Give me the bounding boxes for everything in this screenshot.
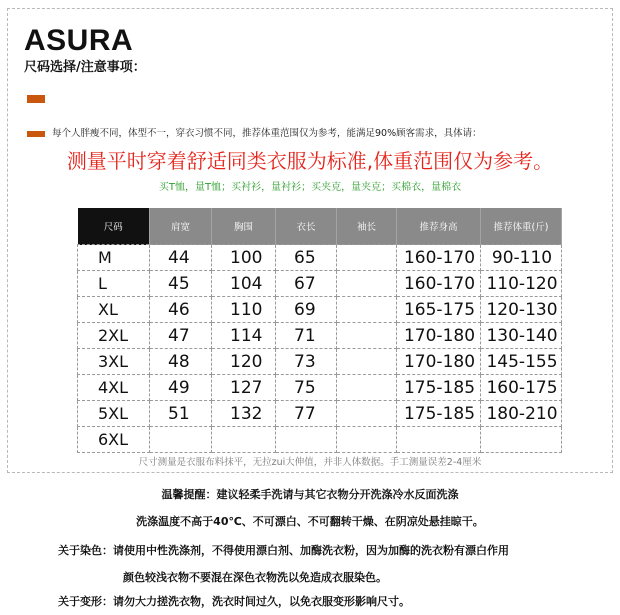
cell-size: 3XL bbox=[78, 349, 150, 375]
cell-weight: 120-130 bbox=[481, 297, 562, 323]
headline-text: 测量平时穿着舒适同类衣服为标准,体重范围仅为参考。 bbox=[66, 149, 554, 173]
cell-weight: 160-175 bbox=[481, 375, 562, 401]
header-chest: 胸围 bbox=[212, 208, 276, 245]
cell-length bbox=[276, 427, 337, 453]
wash-instructions: 洗涤温度不高于40℃、不可漂白、不可翻转干燥、在阴凉处悬挂晾干。 bbox=[136, 515, 484, 528]
cell-length: 65 bbox=[276, 245, 337, 271]
dye-note-line2: 颜色较浅衣物不要混在深色衣物洗以免造成衣服染色。 bbox=[123, 571, 387, 584]
cell-size: XL bbox=[78, 297, 150, 323]
cell-sleeve bbox=[337, 271, 397, 297]
cell-length: 75 bbox=[276, 375, 337, 401]
cell-chest: 132 bbox=[212, 401, 276, 427]
cell-length: 67 bbox=[276, 271, 337, 297]
header-weight: 推荐体重(斤) bbox=[481, 208, 562, 245]
cell-chest bbox=[212, 427, 276, 453]
cell-shoulder: 49 bbox=[150, 375, 212, 401]
cell-shoulder: 44 bbox=[150, 245, 212, 271]
cell-shoulder: 46 bbox=[150, 297, 212, 323]
cell-height: 175-185 bbox=[397, 401, 481, 427]
brand-logo-text: ASURA bbox=[24, 24, 134, 57]
cell-chest: 114 bbox=[212, 323, 276, 349]
cell-height: 170-180 bbox=[397, 323, 481, 349]
cell-height: 160-170 bbox=[397, 271, 481, 297]
cell-shoulder bbox=[150, 427, 212, 453]
cell-sleeve bbox=[337, 323, 397, 349]
header-shoulder: 肩宽 bbox=[150, 208, 212, 245]
cell-shoulder: 51 bbox=[150, 401, 212, 427]
cell-shoulder: 48 bbox=[150, 349, 212, 375]
cell-length: 71 bbox=[276, 323, 337, 349]
header-size: 尺码 bbox=[78, 208, 150, 245]
cell-size: L bbox=[78, 271, 150, 297]
cell-weight: 145-155 bbox=[481, 349, 562, 375]
cell-weight: 130-140 bbox=[481, 323, 562, 349]
cell-sleeve bbox=[337, 245, 397, 271]
cell-size: 5XL bbox=[78, 401, 150, 427]
table-row bbox=[78, 427, 562, 453]
header-length: 衣长 bbox=[276, 208, 337, 245]
size-table bbox=[77, 208, 562, 453]
cell-size: 4XL bbox=[78, 375, 150, 401]
header-height: 推荐身高 bbox=[397, 208, 481, 245]
table-row bbox=[78, 297, 562, 323]
cell-height: 170-180 bbox=[397, 349, 481, 375]
accent-bar-icon bbox=[27, 131, 45, 137]
cell-length: 73 bbox=[276, 349, 337, 375]
cell-height: 175-185 bbox=[397, 375, 481, 401]
section-subtitle: 尺码选择/注意事项： bbox=[24, 60, 146, 75]
cell-chest: 100 bbox=[212, 245, 276, 271]
table-row bbox=[78, 375, 562, 401]
cell-height: 165-175 bbox=[397, 297, 481, 323]
measure-hint: 买T恤，量T恤；买衬衫，量衬衫；买夹克，量夹克；买棉衣，量棉衣 bbox=[158, 182, 462, 193]
cell-length: 77 bbox=[276, 401, 337, 427]
cell-sleeve bbox=[337, 401, 397, 427]
cell-shoulder: 47 bbox=[150, 323, 212, 349]
cell-sleeve bbox=[337, 375, 397, 401]
cell-weight bbox=[481, 427, 562, 453]
intro-text: 每个人胖瘦不同，体型不一，穿衣习惯不同，推荐体重范围仅为参考，能满足90%顾客需求，具体请： bbox=[52, 128, 482, 139]
cell-size: M bbox=[78, 245, 150, 271]
table-row bbox=[78, 271, 562, 297]
accent-bar-icon bbox=[27, 95, 45, 103]
cell-sleeve bbox=[337, 297, 397, 323]
table-row bbox=[78, 323, 562, 349]
care-tip: 温馨提醒：建议轻柔手洗请与其它衣物分开洗涤冷水反面洗涤 bbox=[161, 488, 459, 501]
cell-chest: 127 bbox=[212, 375, 276, 401]
cell-height bbox=[397, 427, 481, 453]
cell-weight: 180-210 bbox=[481, 401, 562, 427]
dye-note-line1: 关于染色：请使用中性洗涤剂，不得使用漂白剂、加酶洗衣粉，因为加酶的洗衣粉有漂白作用 bbox=[58, 544, 509, 557]
table-row bbox=[78, 401, 562, 427]
measurement-note: 尺寸测量是衣服布料抹平，无拉zui大伸值，并非人体数据。手工测量误差2-4厘米 bbox=[138, 457, 482, 468]
cell-weight: 110-120 bbox=[481, 271, 562, 297]
table-row bbox=[78, 349, 562, 375]
cell-weight: 90-110 bbox=[481, 245, 562, 271]
cell-size: 6XL bbox=[78, 427, 150, 453]
cell-chest: 104 bbox=[212, 271, 276, 297]
cell-sleeve bbox=[337, 349, 397, 375]
cell-sleeve bbox=[337, 427, 397, 453]
deform-note: 关于变形：请勿大力搓洗衣物，洗衣时间过久，以免衣服变形影响尺寸。 bbox=[58, 595, 410, 608]
cell-length: 69 bbox=[276, 297, 337, 323]
table-header-row bbox=[78, 208, 562, 245]
header-sleeve: 袖长 bbox=[337, 208, 397, 245]
cell-height: 160-170 bbox=[397, 245, 481, 271]
table-row bbox=[78, 245, 562, 271]
cell-chest: 120 bbox=[212, 349, 276, 375]
cell-size: 2XL bbox=[78, 323, 150, 349]
cell-chest: 110 bbox=[212, 297, 276, 323]
cell-shoulder: 45 bbox=[150, 271, 212, 297]
